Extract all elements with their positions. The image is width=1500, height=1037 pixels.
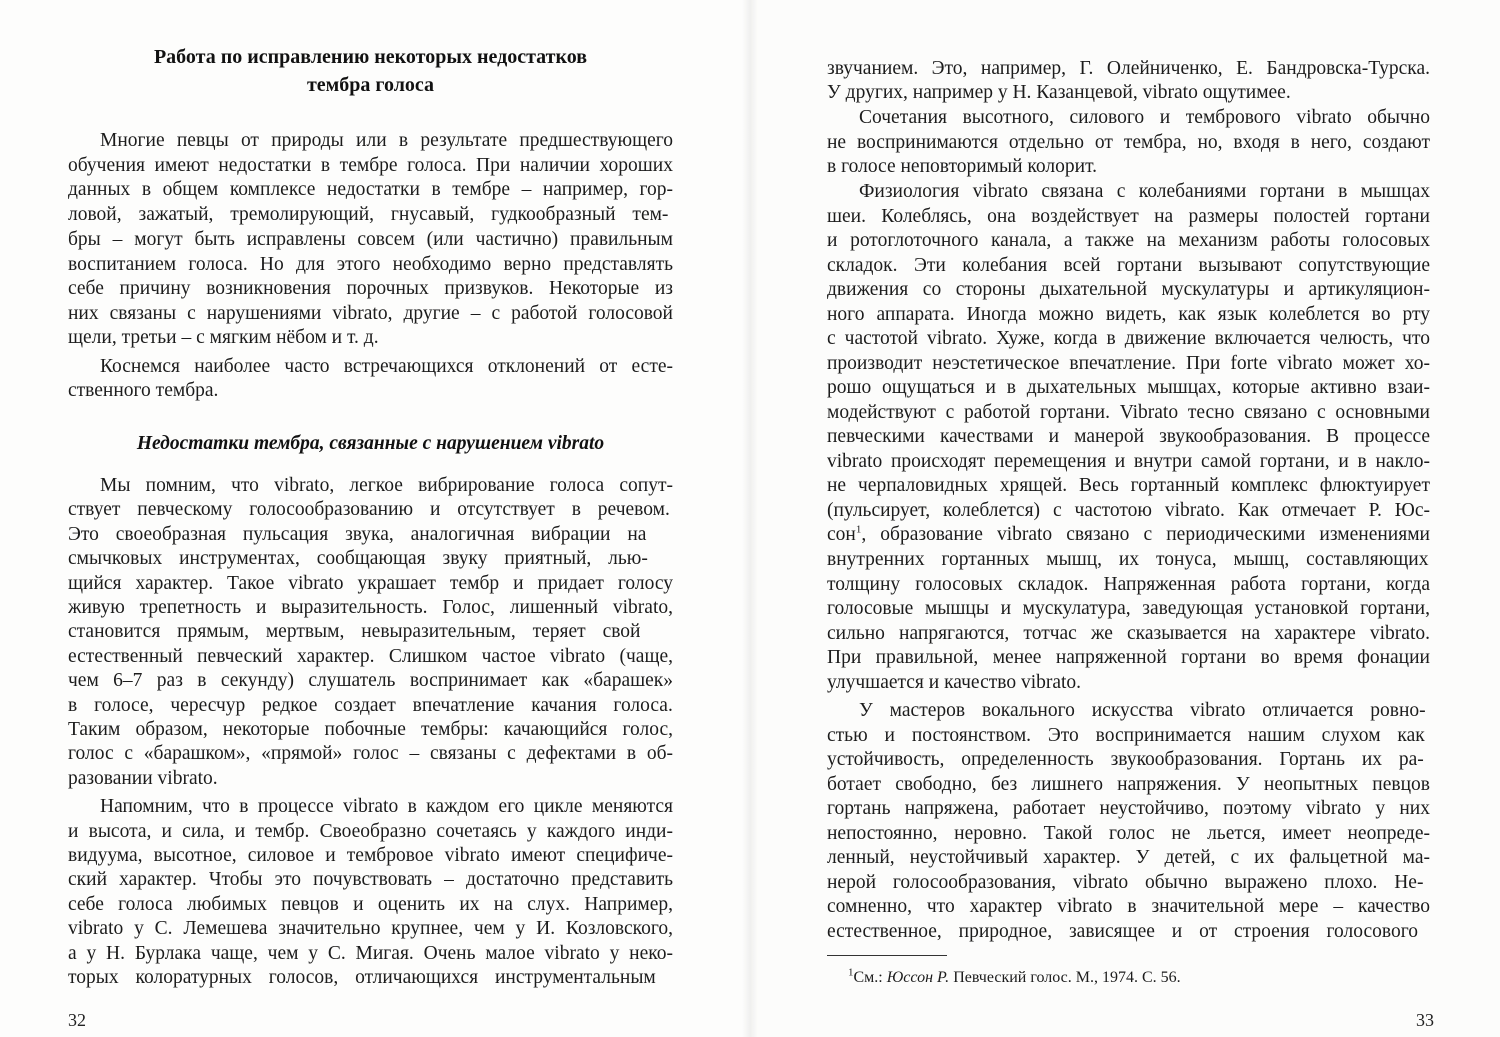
body-text-line: производит неэстетическое впечатление. При forte vibrato может хо- xyxy=(827,353,1430,374)
body-text-line: разовании vibrato. xyxy=(68,768,218,789)
body-text-line: Мы помним, что vibrato, легкое вибрирование голоса сопут- xyxy=(100,475,673,496)
body-text-line: ленный, неустойчивый характер. У детей, с их фальцетной ма- xyxy=(827,847,1430,868)
footnote xyxy=(848,968,1181,988)
line-text: сон xyxy=(827,524,856,545)
page-number-left: 32 xyxy=(68,1010,86,1030)
right-page xyxy=(750,0,1500,1037)
footnote-source: Певческий голос. М., 1974. С. 56. xyxy=(949,969,1181,986)
body-text-line: vibrato у С. Лемешева значительно крупнее, чем у И. Козловского, xyxy=(68,918,673,939)
body-text-line: Напомним, что в процессе vibrato в каждом его цикле меняются xyxy=(100,796,673,817)
book-gutter xyxy=(742,0,758,1037)
body-text-line: Таким образом, некоторые побочные тембры: качающийся голос, xyxy=(68,719,673,740)
body-text-line: естественное, природное, зависящее и от строения голосового xyxy=(827,921,1418,942)
body-text-line: внутренних гортанных мышц, их тонуса, мышц, составляющих xyxy=(827,549,1429,570)
body-text-line: ботает свободно, без лишнего напряжения. У неопытных певцов xyxy=(827,774,1430,795)
body-text-line: звучанием. Это, например, Г. Олейниченко, Е. Бандровска-Турска. xyxy=(827,58,1430,79)
body-text-line: У других, например у Н. Казанцевой, vibrato ощутимее. xyxy=(827,82,1291,103)
body-text-line-with-footnote-ref xyxy=(827,523,1430,547)
footnote-prefix: См.: xyxy=(853,969,887,986)
body-text-line: гортань напряжена, работает неустойчиво, поэтому vibrato у них xyxy=(827,798,1430,819)
body-text-line: сомненно, что характер vibrato в значительной мере – качество xyxy=(827,896,1430,917)
section-subheading: Недостатки тембра, связанные с нарушением vibrato xyxy=(136,433,605,454)
body-text-line: vibrato происходят перемещения и внутри самой гортани, и в накло- xyxy=(827,451,1430,472)
body-text-line: модействуют с работой гортани. Vibrato тесно связано с основными xyxy=(827,402,1430,423)
body-text-line: Коснемся наиболее часто встречающихся отклонений от есте- xyxy=(100,356,673,377)
body-text-line: естественный певческий характер. Слишком частое vibrato (чаще, xyxy=(68,646,673,667)
body-text-line: шеи. Колеблясь, она воздействует на размеры полостей гортани xyxy=(827,206,1430,227)
body-text-line: У мастеров вокального искусства vibrato отличается ровно- xyxy=(859,700,1426,721)
body-text-line: данных в общем комплексе недостатки в тембре – например, гор- xyxy=(68,179,673,200)
body-text-line: не воспринимаются отдельно от тембра, но, входя в него, создают xyxy=(827,132,1430,153)
body-text-line: движения со стороны дыхательной мускулатуры и артикуляцион- xyxy=(827,279,1430,300)
page-number-right: 33 xyxy=(1416,1010,1434,1030)
line-text: , образование vibrato связано с периодическими изменениями xyxy=(861,524,1430,545)
body-text-line: смычковых инструментах, сообщающая звуку приятный, лью- xyxy=(68,548,648,569)
chapter-heading-line: тембра голоса xyxy=(306,74,435,96)
body-text-line: устойчивость, определенность звукообразования. Гортань их ра- xyxy=(827,749,1424,770)
body-text-line: Многие певцы от природы или в результате предшествующего xyxy=(100,130,673,151)
chapter-heading-line: Работа по исправлению некоторых недостатков xyxy=(153,46,588,68)
body-text-line: ствует певческому голосообразованию и отсутствует в речевом. xyxy=(68,499,670,520)
body-text-line: щели, третьи – с мягким нёбом и т. д. xyxy=(68,327,379,348)
body-text-line: ский характер. Чтобы это почувствовать – достаточно представить xyxy=(68,869,673,890)
body-text-line: в голосе неповторимый колорит. xyxy=(827,156,1098,177)
body-text-line: непостоянно, неровно. Такой голос не льется, имеет неопреде- xyxy=(827,823,1430,844)
body-text-line: Физиология vibrato связана с колебаниями гортани в мышцах xyxy=(859,181,1430,202)
body-text-line: себе причину возникновения порочных призвуков. Некоторые из xyxy=(68,278,673,299)
footnote-separator xyxy=(827,955,947,956)
body-text-line: рошо ощущаться и в дыхательных мышцах, которые активно взаи- xyxy=(827,377,1430,398)
body-text-line: них связаны с нарушениями vibrato, другие – с работой голосовой xyxy=(68,303,673,324)
body-text-line: а у Н. Бурлака чаще, чем у С. Мигая. Очень малое vibrato у неко- xyxy=(68,943,673,964)
body-text-line: щийся характер. Такое vibrato украшает тембр и придает голосу xyxy=(68,573,673,594)
body-text-line: себе голоса любимых певцов и оценить их на слух. Например, xyxy=(68,894,673,915)
body-text-line: сильно напрягаются, тотчас же сказывается на характере vibrato. xyxy=(827,623,1430,644)
body-text-line: торых колоратурных голосов, отличающихся инструментальным xyxy=(68,967,656,988)
body-text-line: с частотой vibrato. Хуже, когда в движение включается челюсть, что xyxy=(827,328,1430,349)
body-text-line: бры – могут быть исправлены совсем (или частично) правильным xyxy=(68,229,673,250)
body-text-line: в голосе, чересчур редкое создает впечатление качания голоса. xyxy=(68,695,673,716)
body-text-line: Сочетания высотного, силового и тембрового vibrato обычно xyxy=(859,107,1430,128)
body-text-line: и высота, и сила, и тембр. Своеобразно сочетаясь у каждого инди- xyxy=(68,821,673,842)
body-text-line: толщину голосовых складок. Напряженная работа гортани, когда xyxy=(827,574,1430,595)
body-text-line: стью и постоянством. Это воспринимается нашим слухом как xyxy=(827,725,1425,746)
body-text-line: живую трепетность и выразительность. Голос, лишенный vibrato, xyxy=(68,597,673,618)
body-text-line: обучения имеют недостатки в тембре голоса. При наличии хороших xyxy=(68,155,673,176)
footnote-author: Юссон Р. xyxy=(886,969,950,986)
body-text-line: видуума, высотное, силовое и тембровое vibrato имеют специфиче- xyxy=(68,845,673,866)
body-text-line: ственного тембра. xyxy=(68,380,219,401)
body-text-line: (пульсирует, колеблется) с частотою vibrato. Как отмечает Р. Юс- xyxy=(827,500,1430,521)
body-text-line: нерой голосообразования, vibrato обычно выражено плохо. Не- xyxy=(827,872,1424,893)
body-text-line: певческими качествами и манерой звукообразования. В процессе xyxy=(827,426,1430,447)
body-text-line: При правильной, менее напряженной гортани во время фонации xyxy=(827,647,1430,668)
body-text-line: голосовые мышцы и мускулатура, заведующая установкой гортани, xyxy=(827,598,1430,619)
body-text-line: становится прямым, мертвым, невыразительным, теряет свой xyxy=(68,621,641,642)
body-text-line: ного аппарата. Иногда можно видеть, как язык колеблется во рту xyxy=(827,304,1430,325)
body-text-line: воспитанием голоса. Но для этого необходимо верно представлять xyxy=(68,254,673,275)
footnote-number: 1 xyxy=(848,966,854,979)
body-text-line: ловой, зажатый, тремолирующий, гнусавый, гудкообразный тем- xyxy=(68,204,669,225)
body-text-line: чем 6–7 раз в секунду) слушатель воспринимает как «барашек» xyxy=(68,670,673,691)
body-text-line: улучшается и качество vibrato. xyxy=(827,672,1082,693)
body-text-line: складок. Эти колебания всей гортани вызывают сопутствующие xyxy=(827,255,1430,276)
body-text-line: не черпаловидных хрящей. Весь гортанный комплекс флюктуирует xyxy=(827,475,1430,496)
body-text-line: Это своеобразная пульсация звука, аналогичная вибрации на xyxy=(68,524,647,545)
footnote-reference-mark: 1 xyxy=(855,523,862,536)
body-text-line: и ротоглоточного канала, а также на механизм работы голосовых xyxy=(827,230,1430,251)
body-text-line: голос с «барашком», «прямой» голос – связаны с дефектами в об- xyxy=(68,743,673,764)
